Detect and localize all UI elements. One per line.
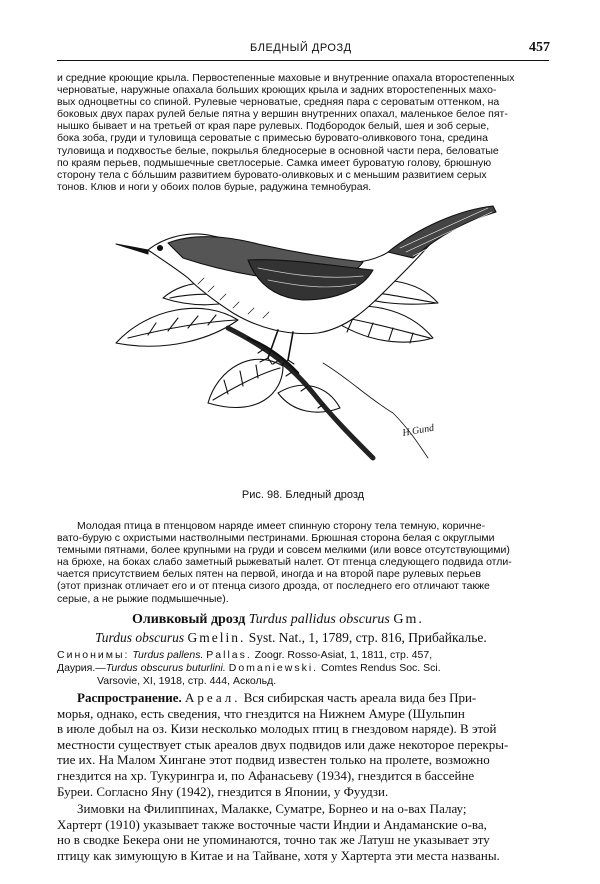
area-label: Ареал. (185, 690, 241, 705)
synonym-author: Domaniewski. (228, 662, 319, 674)
text-line: чается присутствием белых пятен на первой, иногда и на второй паре рулевых перьев (57, 568, 481, 581)
species-name-ru: Оливковый дрозд (132, 612, 246, 627)
thrush-illustration (108, 188, 498, 473)
synonym-region: Даурия.— (57, 662, 106, 674)
basionym-author: Gmelin. (187, 630, 246, 645)
text-line: но в сводке Бекера они не упоминаются, точно так же Латуш не указывает эту (57, 832, 490, 848)
basionym-ref: Syst. Nat., 1, 1789, стр. 816, Прибайкалье. (248, 630, 487, 645)
text-line: местности существует стык ареалов двух подвидов или даже некоторое перекры- (57, 736, 509, 752)
bird-beak (116, 244, 148, 254)
leaf-bottom (208, 359, 283, 407)
text-line (57, 690, 552, 706)
synonym-ref: Comtes Rendus Soc. Sci. (321, 662, 441, 674)
intro-paragraph (57, 72, 549, 193)
species-name-lat: Turdus pallidus obscurus (248, 612, 390, 627)
text-line: вых одноцветны со спиной. Рулевые черноватые, средняя пара с сероватым оттенком, на (57, 96, 500, 109)
artist-signature: H.Gund (401, 422, 435, 439)
text-line: темными пятнами, более крупными на груди и совсем мелкими (или вовсе отсутствующими) (57, 544, 510, 557)
text-line: тие их. На Малом Хингане этот подвид известен только на пролете, возможно (57, 752, 490, 768)
text-line: птицу как зимующую в Китае и на Тайване, хотя у Хартерта эти места названы. (57, 847, 500, 863)
text-line: сторону тела с бóльшим развитием буровато-оливковых и с меньшим развитием серых (57, 168, 487, 181)
text-line: нышко бывает и на третьей от края паре рулевых. Подбородок белый, шея и зоб серые, (57, 120, 490, 133)
figure-caption: Рис. 98. Бледный дрозд (241, 489, 365, 501)
text-line: Буреи. Согласно Яну (1942), гнездится в Японии, у Фуудзи. (57, 783, 389, 799)
text-line: (этот признак отличает его и от птенца сизого дрозда, от последнего его отличают также (57, 580, 490, 593)
distribution-heading: Распространение. (77, 690, 182, 705)
text-line: Хартерт (1910) указывает также восточные части Индии и Андаманские о-ва, (57, 816, 487, 832)
synonym-name: Turdus obscurus buturlini. (105, 662, 226, 674)
juvenile-paragraph (57, 520, 549, 605)
synonym-ref: Zoogr. Rosso-Asiat, 1, 1811, стр. 457, (254, 649, 433, 661)
header-rule (57, 60, 549, 61)
text-line: туловища и подхвостье белые, покрылья бледносерые в основной части пера, беловатые (57, 144, 499, 157)
text-line: Зимовки на Филиппинах, Малакке, Суматре, Борнео и на о-вах Палау; (77, 801, 467, 816)
text-line: тонов. Клюв и ноги у обоих полов бурые, радужина темнобурая. (57, 180, 372, 193)
synonym-author: Pallas. (206, 649, 252, 661)
text-line: в июле добыл на оз. Кизи несколько молодых птиц в гнездовом наряде). В этой (57, 721, 497, 737)
text-line (57, 662, 552, 675)
wintering-section (57, 801, 552, 863)
text-line: морья, однако, есть сведения, что гнездится на Нижнем Амуре (Шульпин (57, 705, 465, 721)
text-line: черноватые, наружные опахала больших кроющих крыла и задних второстепенных махо- (57, 84, 497, 97)
text-line: Молодая птица в птенцовом наряде имеет спинную сторону тела темную, коричне- (77, 520, 486, 532)
text-line: бока зоба, груди и туловища сероватые с примесью буровато-оливкового тона, средина (57, 132, 488, 145)
distribution-first-line: Вся сибирская часть ареала вида без При- (243, 690, 477, 705)
species-basionym (95, 630, 565, 646)
text-line: Varsovie, XI, 1918, стр. 444, Аскольд. (97, 675, 277, 687)
synonyms-block (57, 649, 552, 688)
text-line: серые, а не рыжие подмышечные). (57, 592, 229, 605)
text-line: гнездится на хр. Тукурингра и, по Афанасьеву (1934), гнездится в бассейне (57, 767, 475, 783)
text-line: на брюхе, на боках слабо заметный рыжеватый налет. От птенца следующего подвида отли- (57, 556, 512, 569)
text-line: вато-бурую с охристыми настволными пестринами. Брюшная сторона белая с округлыми (57, 532, 495, 545)
basionym-lat: Turdus obscurus (95, 630, 185, 645)
bird-eye (158, 246, 163, 251)
running-title: БЛЕДНЫЙ ДРОЗД (250, 42, 352, 54)
text-line: боковых двух парах рулей белые пятна у вершин внутренних опахал, маленькое белое пят- (57, 108, 508, 121)
species-heading (132, 612, 552, 628)
species-author: Gm. (393, 612, 424, 627)
page-number: 457 (529, 40, 550, 55)
text-line (57, 649, 552, 662)
text-line: по краям перьев, подмышечные светлосерые. Самка имеет буроватую голову, брюшную (57, 156, 492, 169)
synonym-name: Turdus pallens. (132, 649, 204, 661)
text-line: и средние кроющие крыла. Первостепенные маховые и внутренние опахала второстепенных (57, 72, 515, 84)
distribution-section (57, 690, 552, 799)
synonyms-label: Синонимы: (57, 649, 130, 661)
bird-tail (388, 206, 496, 258)
